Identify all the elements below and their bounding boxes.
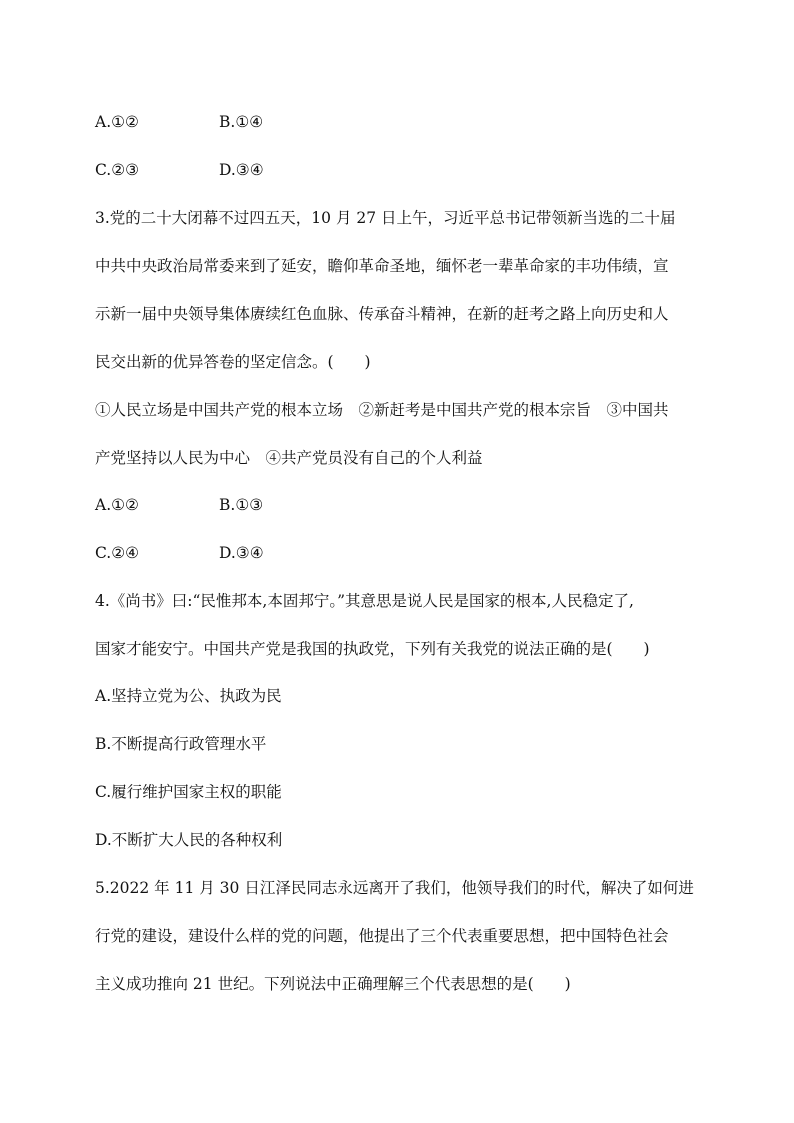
question-3-line-1: 3.党的二十大闭幕不过四五天，10 月 27 日上午，习近平总书记带领新当选的二十届 xyxy=(95,209,676,227)
q2-option-d: D.③④ xyxy=(219,161,264,179)
question-4-line-1: 4.《尚书》曰:“民惟邦本,本固邦宁。”其意思是说人民是国家的根本,人民稳定了, xyxy=(95,592,634,610)
question-3-statement-line-2: 产党坚持以人民为中心 ④共产党员没有自己的个人利益 xyxy=(95,449,483,467)
q2-option-b: B.①④ xyxy=(219,113,264,131)
q4-option-a: A.坚持立党为公、执政为民 xyxy=(95,687,282,705)
question-3-statements xyxy=(95,386,695,482)
question-3-statement-line-1: ①人民立场是中国共产党的根本立场 ②新赶考是中国共产党的根本宗旨 ③中国共 xyxy=(95,401,669,419)
q3-option-b: B.①③ xyxy=(219,496,264,514)
q3-option-d: D.③④ xyxy=(219,544,264,562)
question-5-line-3: 主义成功推向 21 世纪。下列说法中正确理解三个代表思想的是( ) xyxy=(95,975,571,993)
question-5-stem xyxy=(95,864,695,1008)
q3-option-c: C.②④ xyxy=(95,544,140,562)
question-3-stem xyxy=(95,194,695,386)
q2-option-a: A.①② xyxy=(95,113,139,131)
q2-option-c: C.②③ xyxy=(95,161,140,179)
question-5-line-1: 5.2022 年 11 月 30 日江泽民同志永远离开了我们，他领导我们的时代，解决了如何进 xyxy=(95,879,694,897)
question-5-line-2: 行党的建设，建设什么样的党的问题，他提出了三个代表重要思想，把中国特色社会 xyxy=(95,927,669,945)
question-4-stem xyxy=(95,577,695,673)
q4-option-d: D.不断扩大人民的各种权利 xyxy=(95,831,283,849)
q3-option-a: A.①② xyxy=(95,496,139,514)
question-3-line-3: 示新一届中央领导集体赓续红色血脉、传承奋斗精神，在新的赶考之路上向历史和人 xyxy=(95,305,669,323)
question-3-line-4: 民交出新的优异答卷的坚定信念。( ) xyxy=(95,353,371,371)
q4-option-b: B.不断提高行政管理水平 xyxy=(95,735,267,753)
q4-option-c: C.履行维护国家主权的职能 xyxy=(95,783,282,801)
question-4-line-2: 国家才能安宁。中国共产党是我国的执政党，下列有关我党的说法正确的是( ) xyxy=(95,640,650,658)
question-3-line-2: 中共中央政治局常委来到了延安，瞻仰革命圣地，缅怀老一辈革命家的丰功伟绩，宣 xyxy=(95,257,669,275)
